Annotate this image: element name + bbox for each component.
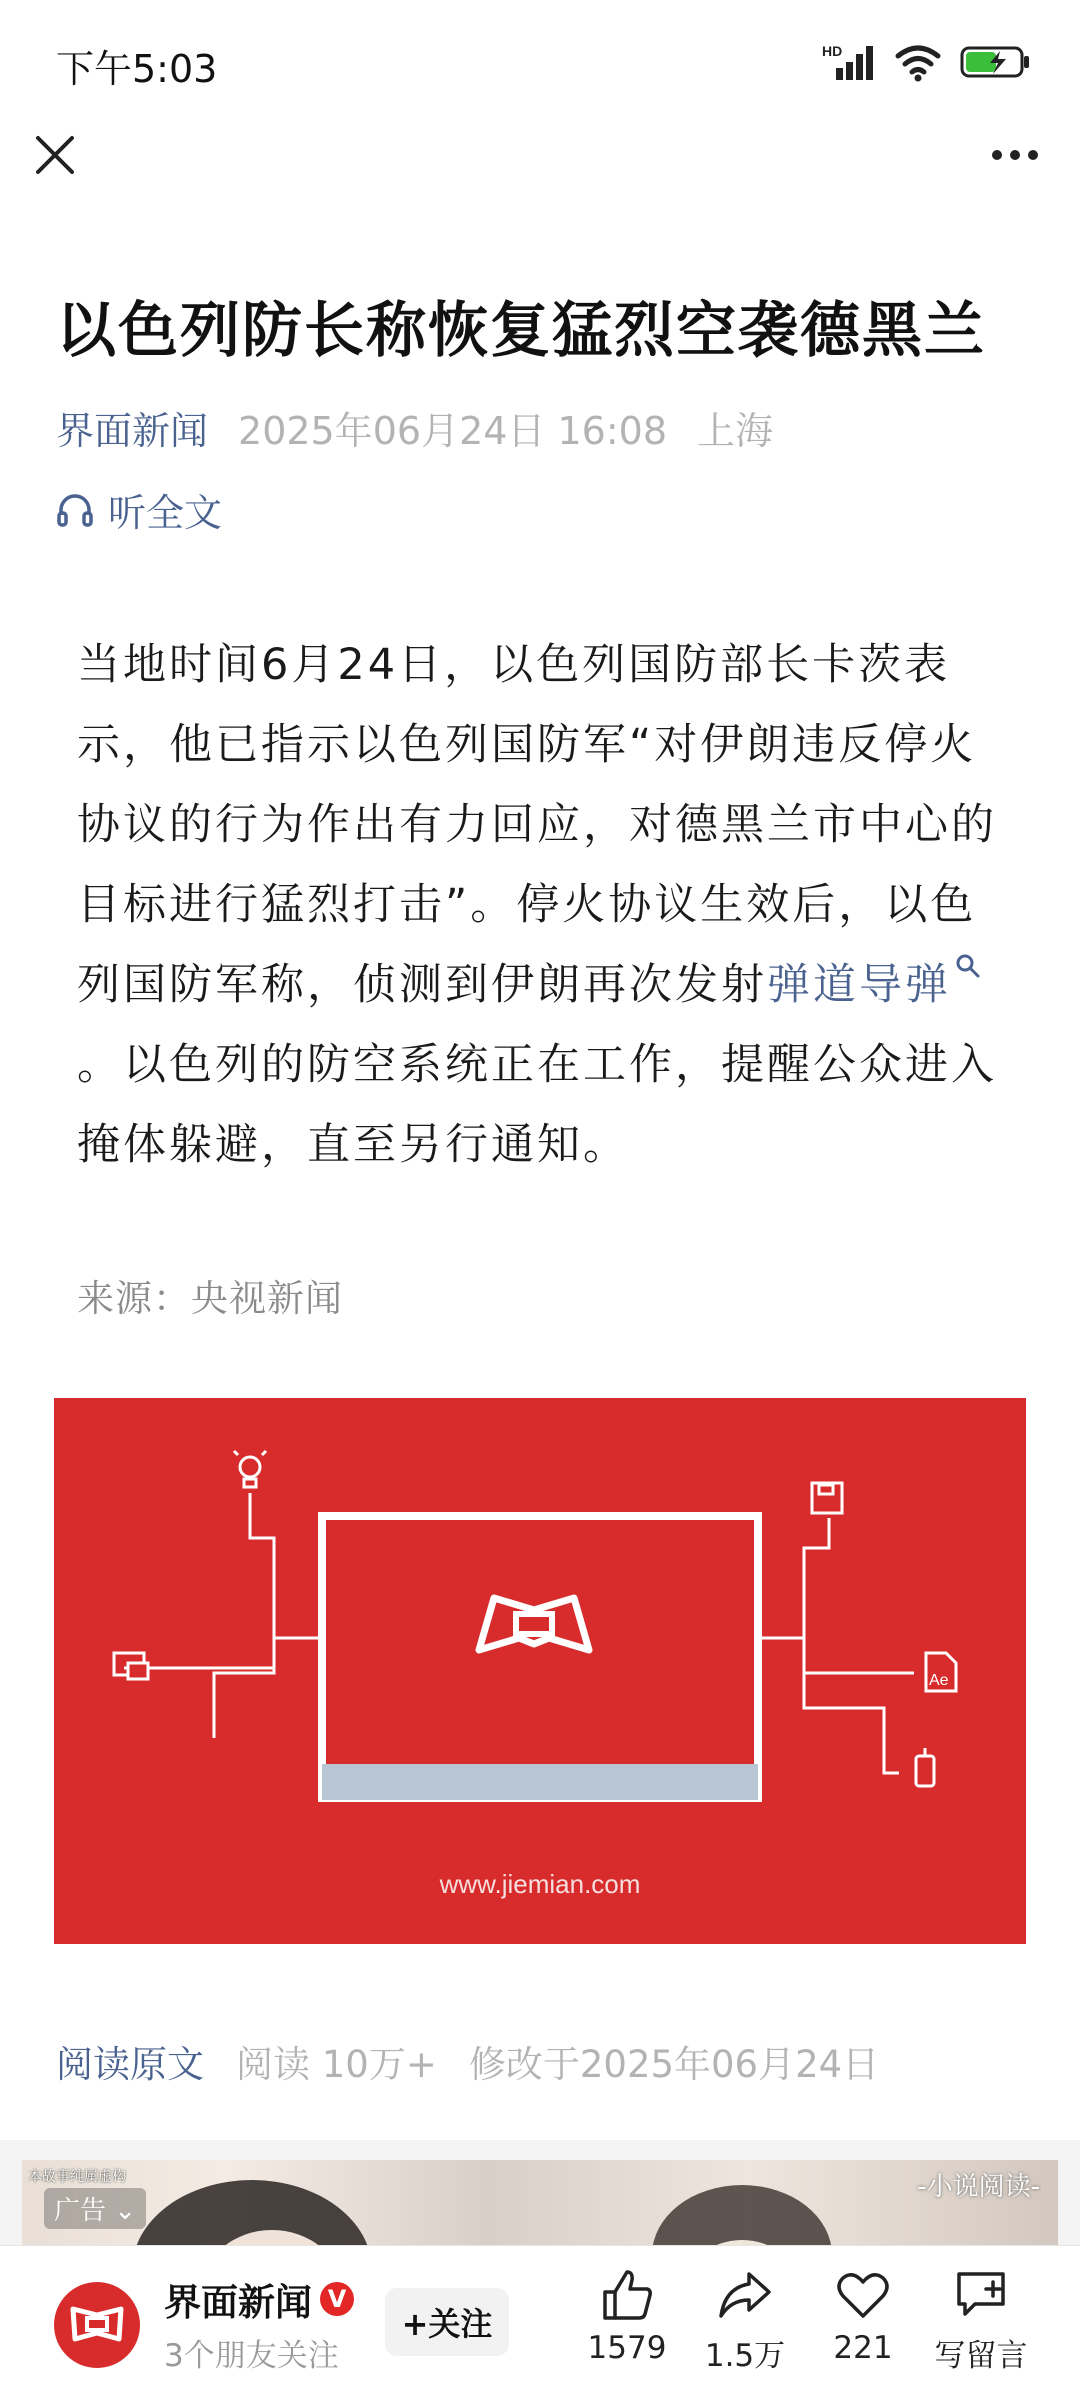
read-info-row: [56, 2034, 879, 2088]
verified-badge-icon: V: [320, 2282, 354, 2316]
svg-text:Ae: Ae: [929, 1672, 949, 1689]
share-count: 1.5万: [704, 2338, 786, 2374]
modified-date: 修改于2025年06月24日: [468, 2043, 880, 2086]
article-body-text: 当地时间6月24日，以色列国防部长卡茨表示，他已指示以色列国防军“对伊朗违反停火协议的行为作出有力回应，对德黑兰市中心的目标进行猛烈打击”。停火协议生效后，以色列国防军称，侦测到伊朗再次发射: [77, 640, 997, 1010]
lightbulb-icon: [234, 1451, 266, 1487]
ad-disclaimer: 本故事纯属虚构: [28, 2169, 126, 2185]
ad-badge-label: 广告: [54, 2196, 107, 2226]
wifi-icon: [894, 42, 942, 82]
close-icon: [30, 130, 80, 180]
like-button[interactable]: [572, 2268, 682, 2366]
account-name[interactable]: [164, 2272, 354, 2326]
ballistic-missile-link[interactable]: 弹道导弹: [767, 960, 951, 1010]
origin-source: 来源：央视新闻: [77, 1277, 343, 1320]
listen-label: 听全文: [108, 491, 223, 535]
read-original-link[interactable]: 阅读原文: [56, 2043, 204, 2086]
status-icons: [822, 38, 1030, 86]
more-dot-icon: [1028, 150, 1038, 160]
status-time: 下午5:03: [56, 47, 218, 91]
banner-url: www.jiemian.com: [439, 1869, 641, 1899]
banner-illustration: [54, 1398, 1026, 1944]
publish-location: 上海: [697, 409, 774, 453]
listen-full-text-button[interactable]: [56, 482, 222, 537]
like-count: 1579: [587, 2330, 667, 2366]
more-dot-icon: [992, 150, 1002, 160]
article-title: 以色列防长称恢复猛烈空袭德黑兰: [56, 296, 986, 366]
document-ae-icon: [926, 1653, 956, 1691]
close-button[interactable]: [30, 130, 80, 180]
ad-image: [22, 2160, 1058, 2245]
favorite-button[interactable]: [808, 2268, 918, 2366]
bottom-action-bar: [0, 2245, 1080, 2401]
article-meta: [56, 400, 773, 455]
read-count: 阅读 10万+: [236, 2043, 437, 2086]
more-dot-icon: [1010, 150, 1020, 160]
jiemian-logo-icon: [69, 2305, 125, 2345]
share-arrow-icon: [717, 2268, 773, 2322]
favorite-count: 221: [833, 2330, 893, 2366]
share-button[interactable]: [690, 2268, 800, 2375]
follow-button[interactable]: +关注: [385, 2288, 509, 2356]
write-comment-label: 写留言: [934, 2338, 1028, 2374]
thumbs-up-icon: [599, 2268, 655, 2322]
account-name-text: 界面新闻: [164, 2281, 312, 2324]
floppy-disk-icon: [812, 1483, 842, 1513]
jiemian-banner-image[interactable]: [54, 1398, 1026, 1944]
write-comment-button[interactable]: [926, 2268, 1036, 2375]
chat-icon: [114, 1653, 148, 1679]
headphones-icon: [56, 491, 94, 529]
publish-datetime: 2025年06月24日 16:08: [238, 409, 668, 453]
ad-illustration: [22, 2160, 1058, 2245]
account-avatar[interactable]: [54, 2282, 140, 2368]
ad-badge[interactable]: [44, 2188, 146, 2229]
signal-icon: [822, 42, 876, 82]
ad-tag: -小说阅读-: [917, 2172, 1040, 2202]
battery-charging-icon: [960, 44, 1030, 80]
phone-icon: [916, 1748, 934, 1786]
article-body: [77, 625, 1017, 1185]
hd-label: HD: [822, 43, 843, 59]
ad-banner[interactable]: [0, 2140, 1080, 2245]
source-account-link[interactable]: 界面新闻: [56, 409, 209, 453]
heart-icon: [835, 2268, 891, 2322]
friends-following: 3个朋友关注: [164, 2338, 339, 2374]
comment-add-icon: [953, 2268, 1009, 2322]
chevron-down-icon: ⌄: [114, 2196, 137, 2226]
jiemian-logo-icon: [479, 1598, 589, 1650]
search-icon[interactable]: [955, 953, 981, 979]
article-body-text: 。以色列的防空系统正在工作，提醒公众进入掩体躲避，直至另行通知。: [77, 1040, 997, 1170]
more-options-button[interactable]: [980, 130, 1050, 180]
